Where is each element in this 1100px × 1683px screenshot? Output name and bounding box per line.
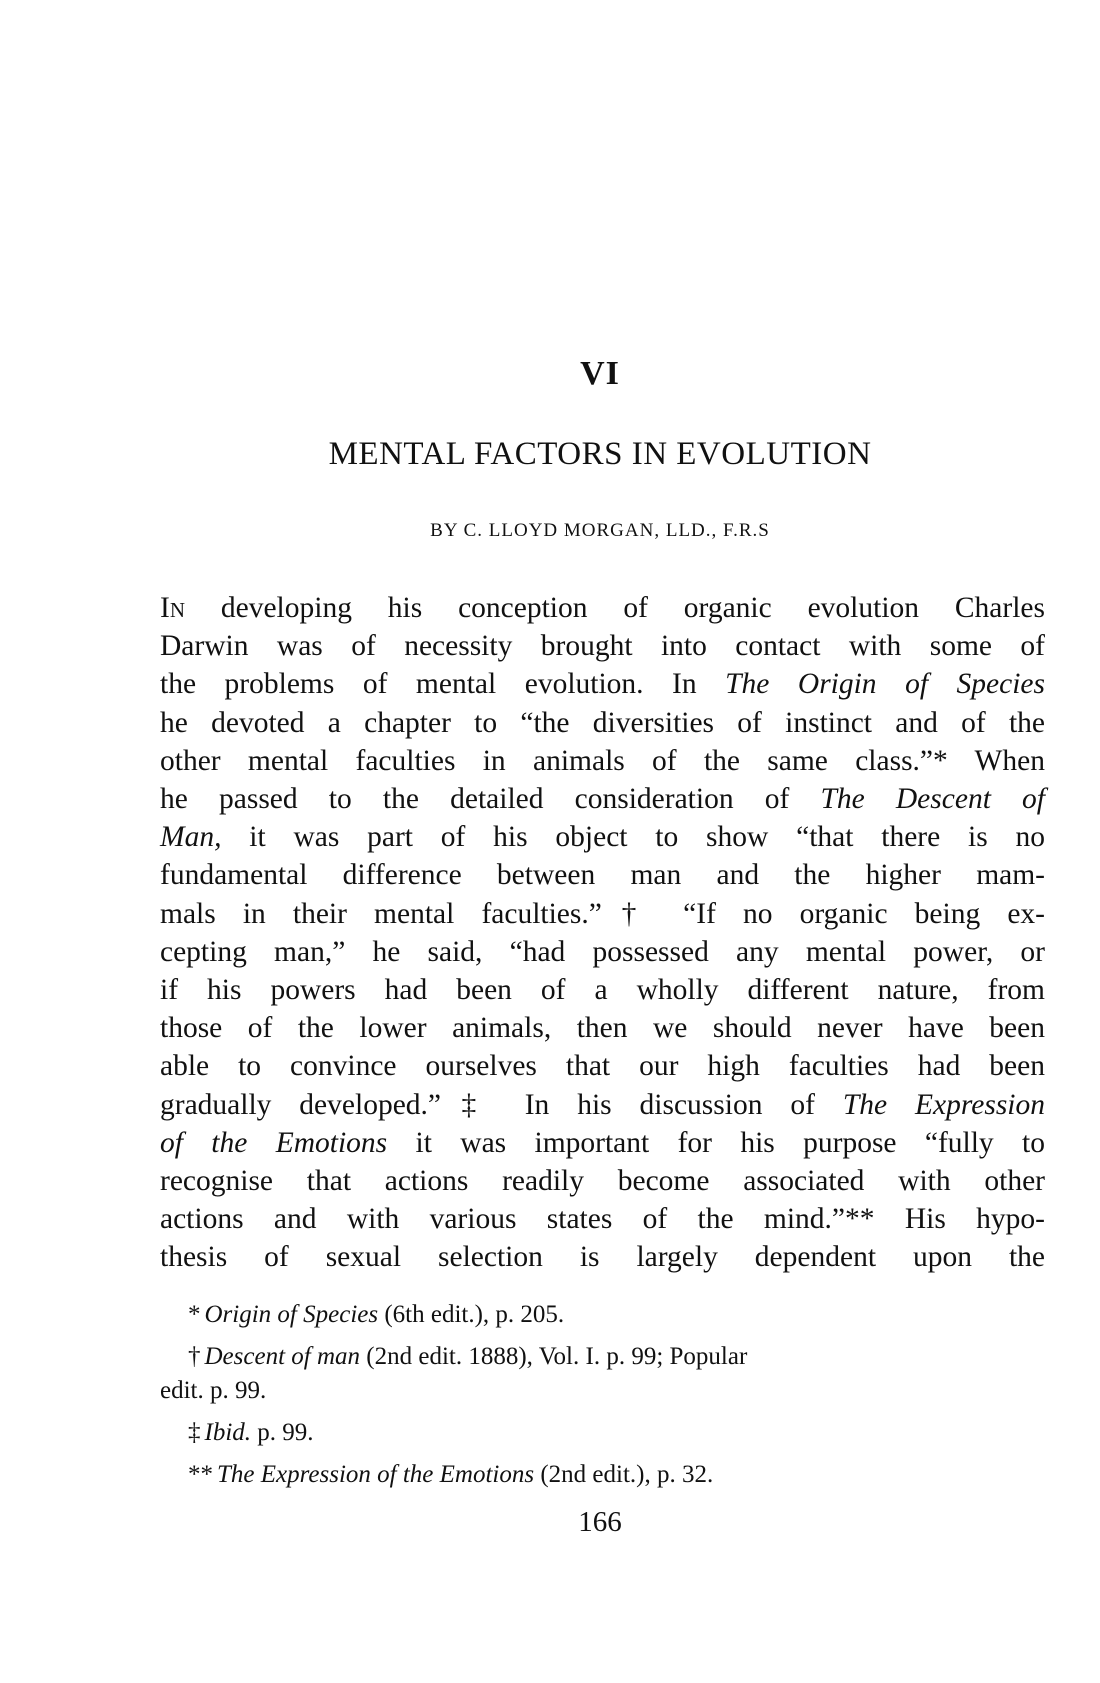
body-line: Man, it was part of his object to show “that there is no [160,821,1045,854]
body-line: mals in their mental faculties.”† “If no organic being ex- [160,897,1045,930]
chapter-title: MENTAL FACTORS IN EVOLUTION [328,436,872,472]
author-byline: BY C. LLOYD MORGAN, LLD., F.R.S [430,520,770,541]
body-paragraph [160,589,1045,1277]
footnote-title: Descent of man [204,1343,361,1370]
chapter-number: VI [580,355,620,392]
footnote-continuation: edit. p. 99. [160,1377,267,1404]
footnote-mark: * [188,1301,201,1328]
body-line: of the Emotions it was important for his purpose “fully to [160,1126,1045,1159]
body-line: those of the lower animals, then we should never have been [160,1012,1045,1045]
body-line: thesis of sexual selection is largely dependent upon the [160,1241,1045,1274]
body-line: gradually developed.”‡ In his discussion of The Expression [160,1088,1045,1121]
body-line: other mental faculties in animals of the same class.”* When [160,744,1045,777]
body-line: recognise that actions readily become associated with other [160,1165,1045,1198]
page-number: 166 [578,1506,622,1538]
body-line: able to convince ourselves that our high faculties had been [160,1050,1045,1083]
work-title: The Expression [842,1088,1045,1121]
body-line: cepting man,” he said, “had possessed any mental power, or [160,935,1045,968]
footnote: * Origin of Species (6th edit.), p. 205. [188,1301,565,1328]
footnote: † Descent of man (2nd edit. 1888), Vol. I. p. 99; Popular [188,1343,748,1370]
body-line: he devoted a chapter to “the diversities of instinct and of the [160,706,1045,739]
footnote-title: Ibid. [204,1419,252,1446]
work-title: The Origin of Species [725,668,1045,701]
body-line: In developing his conception of organic evolution Charles [160,592,1045,624]
footnote-title: The Expression of the Emotions [217,1461,535,1488]
footnote-title: Origin of Species [204,1301,379,1328]
footnotes [160,1298,1045,1500]
body-line: fundamental difference between man and the higher mam- [160,859,1045,892]
work-title: of the Emotions [160,1126,388,1159]
lead-word: In [160,592,185,624]
body-line: the problems of mental evolution. In The Origin of Species [160,668,1045,701]
body-line: he passed to the detailed consideration of The Descent of [160,783,1045,816]
body-line: Darwin was of necessity brought into contact with some of [160,630,1045,663]
footnote: ‡ Ibid. p. 99. [188,1419,314,1446]
work-title: Man, [160,821,222,854]
body-line: actions and with various states of the mind.”** His hypo- [160,1203,1045,1236]
footnote: ** The Expression of the Emotions (2nd edit.), p. 32. [188,1461,714,1488]
footnote-mark: † [188,1343,201,1370]
footnote-mark: ** [188,1461,213,1488]
footnote-mark: ‡ [188,1419,201,1446]
work-title: The Descent of [820,783,1045,816]
body-line: if his powers had been of a wholly different nature, from [160,974,1045,1007]
